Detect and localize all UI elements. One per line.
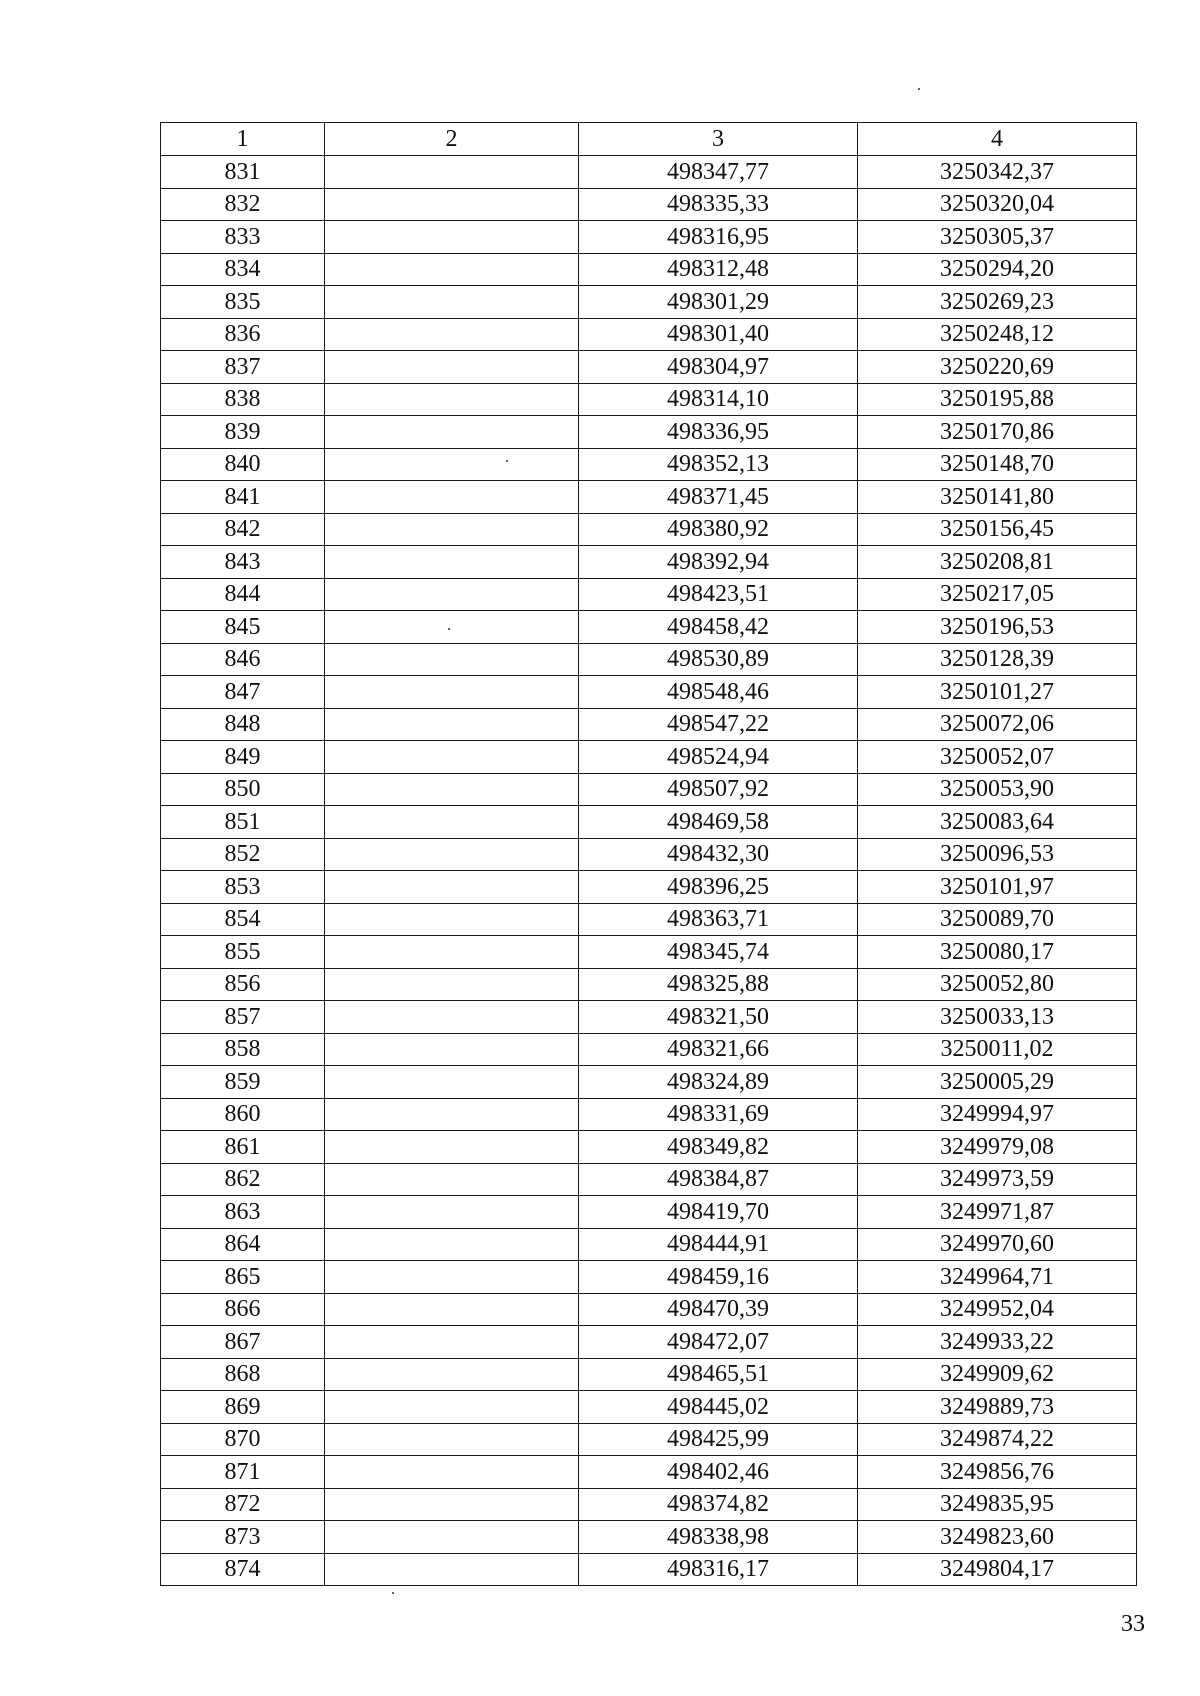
- y-coordinate-cell: 3250052,07: [858, 741, 1137, 774]
- x-coordinate-cell: 498314,10: [579, 383, 858, 416]
- empty-cell: [325, 416, 579, 449]
- x-coordinate-cell: 498325,88: [579, 968, 858, 1001]
- point-number-cell: 836: [161, 318, 325, 351]
- y-coordinate-cell: 3249970,60: [858, 1228, 1137, 1261]
- x-coordinate-cell: 498507,92: [579, 773, 858, 806]
- empty-cell: [325, 513, 579, 546]
- table-row: [161, 286, 1137, 319]
- empty-cell: [325, 188, 579, 221]
- table-row: [161, 676, 1137, 709]
- y-coordinate-cell: 3250053,90: [858, 773, 1137, 806]
- y-coordinate-cell: 3250217,05: [858, 578, 1137, 611]
- y-coordinate-cell: 3250342,37: [858, 156, 1137, 189]
- y-coordinate-cell: 3250305,37: [858, 221, 1137, 254]
- x-coordinate-cell: 498301,40: [579, 318, 858, 351]
- empty-cell: [325, 611, 579, 644]
- point-number-cell: 866: [161, 1293, 325, 1326]
- x-coordinate-cell: 498301,29: [579, 286, 858, 319]
- table-body: [161, 156, 1137, 1586]
- point-number-cell: 834: [161, 253, 325, 286]
- point-number-cell: 869: [161, 1391, 325, 1424]
- x-coordinate-cell: 498371,45: [579, 481, 858, 514]
- empty-cell: [325, 1521, 579, 1554]
- x-coordinate-cell: 498465,51: [579, 1358, 858, 1391]
- y-coordinate-cell: 3250128,39: [858, 643, 1137, 676]
- table-row: [161, 1196, 1137, 1229]
- point-number-cell: 868: [161, 1358, 325, 1391]
- x-coordinate-cell: 498425,99: [579, 1423, 858, 1456]
- point-number-cell: 873: [161, 1521, 325, 1554]
- y-coordinate-cell: 3250101,97: [858, 871, 1137, 904]
- table-row: [161, 578, 1137, 611]
- y-coordinate-cell: 3249933,22: [858, 1326, 1137, 1359]
- table-row: [161, 1521, 1137, 1554]
- point-number-cell: 843: [161, 546, 325, 579]
- empty-cell: [325, 1261, 579, 1294]
- y-coordinate-cell: 3249889,73: [858, 1391, 1137, 1424]
- y-coordinate-cell: 3249856,76: [858, 1456, 1137, 1489]
- x-coordinate-cell: 498331,69: [579, 1098, 858, 1131]
- point-number-cell: 865: [161, 1261, 325, 1294]
- empty-cell: [325, 383, 579, 416]
- y-coordinate-cell: 3250269,23: [858, 286, 1137, 319]
- table-row: [161, 1488, 1137, 1521]
- x-coordinate-cell: 498316,95: [579, 221, 858, 254]
- empty-cell: [325, 1423, 579, 1456]
- x-coordinate-cell: 498445,02: [579, 1391, 858, 1424]
- empty-cell: [325, 1163, 579, 1196]
- x-coordinate-cell: 498304,97: [579, 351, 858, 384]
- y-coordinate-cell: 3249952,04: [858, 1293, 1137, 1326]
- y-coordinate-cell: 3250096,53: [858, 838, 1137, 871]
- scan-speck: [918, 88, 920, 90]
- empty-cell: [325, 903, 579, 936]
- page-number: 33: [1121, 1611, 1145, 1637]
- table-row: [161, 416, 1137, 449]
- x-coordinate-cell: 498338,98: [579, 1521, 858, 1554]
- empty-cell: [325, 1131, 579, 1164]
- point-number-cell: 832: [161, 188, 325, 221]
- y-coordinate-cell: 3249874,22: [858, 1423, 1137, 1456]
- empty-cell: [325, 676, 579, 709]
- empty-cell: [325, 936, 579, 969]
- table-row: [161, 741, 1137, 774]
- point-number-cell: 833: [161, 221, 325, 254]
- table-row: [161, 1033, 1137, 1066]
- x-coordinate-cell: 498312,48: [579, 253, 858, 286]
- x-coordinate-cell: 498345,74: [579, 936, 858, 969]
- column-header-1: 1: [161, 123, 325, 156]
- empty-cell: [325, 1488, 579, 1521]
- table-row: [161, 871, 1137, 904]
- y-coordinate-cell: 3250101,27: [858, 676, 1137, 709]
- x-coordinate-cell: 498432,30: [579, 838, 858, 871]
- empty-cell: [325, 156, 579, 189]
- empty-cell: [325, 1456, 579, 1489]
- y-coordinate-cell: 3249979,08: [858, 1131, 1137, 1164]
- table-row: [161, 221, 1137, 254]
- table-row: [161, 351, 1137, 384]
- y-coordinate-cell: 3250011,02: [858, 1033, 1137, 1066]
- y-coordinate-cell: 3250220,69: [858, 351, 1137, 384]
- point-number-cell: 861: [161, 1131, 325, 1164]
- point-number-cell: 857: [161, 1001, 325, 1034]
- x-coordinate-cell: 498458,42: [579, 611, 858, 644]
- y-coordinate-cell: 3249909,62: [858, 1358, 1137, 1391]
- table-row: [161, 1261, 1137, 1294]
- point-number-cell: 841: [161, 481, 325, 514]
- table-row: [161, 643, 1137, 676]
- empty-cell: [325, 318, 579, 351]
- table-row: [161, 1391, 1137, 1424]
- table-row: [161, 1326, 1137, 1359]
- y-coordinate-cell: 3250083,64: [858, 806, 1137, 839]
- y-coordinate-cell: 3249835,95: [858, 1488, 1137, 1521]
- x-coordinate-cell: 498335,33: [579, 188, 858, 221]
- point-number-cell: 862: [161, 1163, 325, 1196]
- y-coordinate-cell: 3250320,04: [858, 188, 1137, 221]
- x-coordinate-cell: 498349,82: [579, 1131, 858, 1164]
- x-coordinate-cell: 498402,46: [579, 1456, 858, 1489]
- x-coordinate-cell: 498530,89: [579, 643, 858, 676]
- empty-cell: [325, 1066, 579, 1099]
- x-coordinate-cell: 498548,46: [579, 676, 858, 709]
- point-number-cell: 842: [161, 513, 325, 546]
- table-row: [161, 1131, 1137, 1164]
- point-number-cell: 860: [161, 1098, 325, 1131]
- table-row: [161, 903, 1137, 936]
- y-coordinate-cell: 3250148,70: [858, 448, 1137, 481]
- y-coordinate-cell: 3250208,81: [858, 546, 1137, 579]
- point-number-cell: 835: [161, 286, 325, 319]
- table-row: [161, 1228, 1137, 1261]
- x-coordinate-cell: 498321,50: [579, 1001, 858, 1034]
- empty-cell: [325, 286, 579, 319]
- point-number-cell: 856: [161, 968, 325, 1001]
- y-coordinate-cell: 3249804,17: [858, 1553, 1137, 1586]
- x-coordinate-cell: 498396,25: [579, 871, 858, 904]
- y-coordinate-cell: 3249964,71: [858, 1261, 1137, 1294]
- y-coordinate-cell: 3250005,29: [858, 1066, 1137, 1099]
- point-number-cell: 846: [161, 643, 325, 676]
- table-row: [161, 936, 1137, 969]
- x-coordinate-cell: 498419,70: [579, 1196, 858, 1229]
- x-coordinate-cell: 498547,22: [579, 708, 858, 741]
- x-coordinate-cell: 498524,94: [579, 741, 858, 774]
- x-coordinate-cell: 498472,07: [579, 1326, 858, 1359]
- x-coordinate-cell: 498324,89: [579, 1066, 858, 1099]
- empty-cell: [325, 1391, 579, 1424]
- point-number-cell: 854: [161, 903, 325, 936]
- header-row: [161, 123, 1137, 156]
- point-number-cell: 845: [161, 611, 325, 644]
- point-number-cell: 855: [161, 936, 325, 969]
- point-number-cell: 853: [161, 871, 325, 904]
- point-number-cell: 844: [161, 578, 325, 611]
- empty-cell: [325, 643, 579, 676]
- point-number-cell: 831: [161, 156, 325, 189]
- y-coordinate-cell: 3250156,45: [858, 513, 1137, 546]
- table-row: [161, 383, 1137, 416]
- point-number-cell: 851: [161, 806, 325, 839]
- y-coordinate-cell: 3250248,12: [858, 318, 1137, 351]
- table-row: [161, 611, 1137, 644]
- y-coordinate-cell: 3250072,06: [858, 708, 1137, 741]
- point-number-cell: 867: [161, 1326, 325, 1359]
- point-number-cell: 871: [161, 1456, 325, 1489]
- empty-cell: [325, 351, 579, 384]
- empty-cell: [325, 806, 579, 839]
- y-coordinate-cell: 3249973,59: [858, 1163, 1137, 1196]
- empty-cell: [325, 1001, 579, 1034]
- x-coordinate-cell: 498336,95: [579, 416, 858, 449]
- point-number-cell: 849: [161, 741, 325, 774]
- table-row: [161, 188, 1137, 221]
- empty-cell: [325, 1358, 579, 1391]
- table-row: [161, 253, 1137, 286]
- table-row: [161, 156, 1137, 189]
- table-row: [161, 318, 1137, 351]
- table-row: [161, 773, 1137, 806]
- point-number-cell: 872: [161, 1488, 325, 1521]
- empty-cell: [325, 708, 579, 741]
- empty-cell: [325, 221, 579, 254]
- table-header: [161, 123, 1137, 156]
- y-coordinate-cell: 3250033,13: [858, 1001, 1137, 1034]
- empty-cell: [325, 871, 579, 904]
- empty-cell: [325, 448, 579, 481]
- table-row: [161, 546, 1137, 579]
- point-number-cell: 863: [161, 1196, 325, 1229]
- y-coordinate-cell: 3250080,17: [858, 936, 1137, 969]
- x-coordinate-cell: 498459,16: [579, 1261, 858, 1294]
- y-coordinate-cell: 3249994,97: [858, 1098, 1137, 1131]
- point-number-cell: 852: [161, 838, 325, 871]
- y-coordinate-cell: 3250089,70: [858, 903, 1137, 936]
- table-row: [161, 481, 1137, 514]
- table-row: [161, 1098, 1137, 1131]
- empty-cell: [325, 481, 579, 514]
- x-coordinate-cell: 498444,91: [579, 1228, 858, 1261]
- scan-speck: [392, 1592, 394, 1594]
- x-coordinate-cell: 498423,51: [579, 578, 858, 611]
- table-row: [161, 1456, 1137, 1489]
- table-row: [161, 1423, 1137, 1456]
- x-coordinate-cell: 498316,17: [579, 1553, 858, 1586]
- empty-cell: [325, 253, 579, 286]
- table-row: [161, 968, 1137, 1001]
- x-coordinate-cell: 498380,92: [579, 513, 858, 546]
- empty-cell: [325, 741, 579, 774]
- y-coordinate-cell: 3250141,80: [858, 481, 1137, 514]
- y-coordinate-cell: 3250196,53: [858, 611, 1137, 644]
- empty-cell: [325, 968, 579, 1001]
- empty-cell: [325, 1196, 579, 1229]
- point-number-cell: 838: [161, 383, 325, 416]
- y-coordinate-cell: 3249971,87: [858, 1196, 1137, 1229]
- x-coordinate-cell: 498352,13: [579, 448, 858, 481]
- table-row: [161, 1066, 1137, 1099]
- point-number-cell: 858: [161, 1033, 325, 1066]
- point-number-cell: 840: [161, 448, 325, 481]
- point-number-cell: 870: [161, 1423, 325, 1456]
- x-coordinate-cell: 498392,94: [579, 546, 858, 579]
- y-coordinate-cell: 3250294,20: [858, 253, 1137, 286]
- empty-cell: [325, 1098, 579, 1131]
- table-row: [161, 1293, 1137, 1326]
- x-coordinate-cell: 498347,77: [579, 156, 858, 189]
- table-row: [161, 1001, 1137, 1034]
- point-number-cell: 850: [161, 773, 325, 806]
- column-header-4: 4: [858, 123, 1137, 156]
- point-number-cell: 847: [161, 676, 325, 709]
- x-coordinate-cell: 498470,39: [579, 1293, 858, 1326]
- y-coordinate-cell: 3250052,80: [858, 968, 1137, 1001]
- table-row: [161, 838, 1137, 871]
- empty-cell: [325, 546, 579, 579]
- point-number-cell: 874: [161, 1553, 325, 1586]
- coordinates-table: [160, 122, 1137, 1586]
- x-coordinate-cell: 498469,58: [579, 806, 858, 839]
- empty-cell: [325, 1033, 579, 1066]
- column-header-2: 2: [325, 123, 579, 156]
- point-number-cell: 859: [161, 1066, 325, 1099]
- point-number-cell: 864: [161, 1228, 325, 1261]
- table-row: [161, 448, 1137, 481]
- empty-cell: [325, 578, 579, 611]
- table-row: [161, 1358, 1137, 1391]
- empty-cell: [325, 1326, 579, 1359]
- table-row: [161, 1553, 1137, 1586]
- x-coordinate-cell: 498374,82: [579, 1488, 858, 1521]
- y-coordinate-cell: 3250170,86: [858, 416, 1137, 449]
- table-row: [161, 806, 1137, 839]
- column-header-3: 3: [579, 123, 858, 156]
- y-coordinate-cell: 3249823,60: [858, 1521, 1137, 1554]
- x-coordinate-cell: 498321,66: [579, 1033, 858, 1066]
- point-number-cell: 848: [161, 708, 325, 741]
- empty-cell: [325, 838, 579, 871]
- x-coordinate-cell: 498384,87: [579, 1163, 858, 1196]
- x-coordinate-cell: 498363,71: [579, 903, 858, 936]
- point-number-cell: 839: [161, 416, 325, 449]
- table-row: [161, 1163, 1137, 1196]
- table-row: [161, 708, 1137, 741]
- point-number-cell: 837: [161, 351, 325, 384]
- empty-cell: [325, 773, 579, 806]
- empty-cell: [325, 1553, 579, 1586]
- y-coordinate-cell: 3250195,88: [858, 383, 1137, 416]
- empty-cell: [325, 1293, 579, 1326]
- table-row: [161, 513, 1137, 546]
- empty-cell: [325, 1228, 579, 1261]
